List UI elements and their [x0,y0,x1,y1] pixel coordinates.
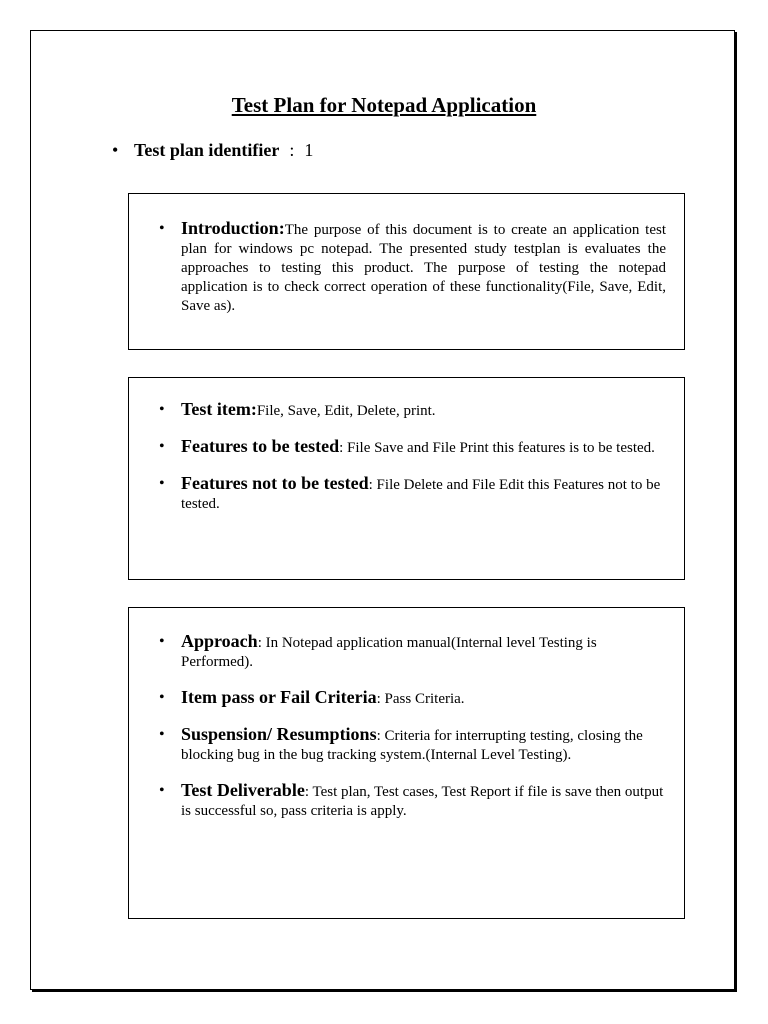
features-tested-term: Features to be tested [181,436,340,456]
features-not-tested-term: Features not to be tested [181,473,369,493]
identifier-value: 1 [304,140,314,160]
bullet-icon: • [112,140,119,160]
identifier-list [112,140,313,161]
bullet-icon: • [159,401,165,418]
approach-box [128,607,685,919]
test-items-box [128,377,685,580]
deliverable-entry [129,781,684,821]
test-item-text: File, Save, Edit, Delete, print. [256,403,436,419]
bullet-icon: • [159,689,165,706]
features-not-tested-text: : File Delete and File Edit this Features not to be tested. [181,477,661,512]
pass-fail-term: Item pass or Fail Criteria [181,687,377,707]
identifier-item [112,140,313,161]
features-tested-text: : File Save and File Print this features is to be tested. [339,440,655,456]
features-not-tested-entry [129,474,684,514]
deliverable-term: Test Deliverable [181,780,305,800]
suspension-text: : Criteria for interrupting testing, closing the blocking bug in the bug tracking system.(Internal Level Testing). [181,728,643,763]
test-item-entry [129,400,684,421]
approach-term: Approach [181,631,258,651]
bullet-icon: • [159,475,165,492]
page-title: Test Plan for Notepad Application [231,93,537,117]
pass-fail-entry [129,688,684,709]
introduction-box [128,193,685,350]
approach-text: : In Notepad application manual(Internal level Testing is Performed). [181,635,597,670]
approach-entry [129,632,684,672]
suspension-entry [129,725,684,765]
bullet-icon: • [159,726,165,743]
test-item-term: Test item: [181,399,257,419]
bullet-icon: • [159,782,165,799]
bullet-icon: • [159,220,165,237]
introduction-text: The purpose of this document is to create an application test plan for windows pc notepad. The presented study testplan is evaluates the approaches to testing this product. The purpose of testing the notepad application is to check correct operation of these functionality(File, Save, Edit, Save as). [181,222,666,314]
bullet-icon: • [159,438,165,455]
introduction-term: Introduction: [181,218,285,238]
suspension-term: Suspension/ Resumptions [181,724,377,744]
deliverable-text: : Test plan, Test cases, Test Report if file is save then output is successful so, pass criteria is apply. [181,784,664,819]
identifier-label: Test plan identifier [134,140,280,160]
pass-fail-text: : Pass Criteria. [376,691,465,707]
bullet-icon: • [159,633,165,650]
features-tested-entry [129,437,684,458]
identifier-separator: : [289,140,295,160]
introduction-item [129,219,684,316]
